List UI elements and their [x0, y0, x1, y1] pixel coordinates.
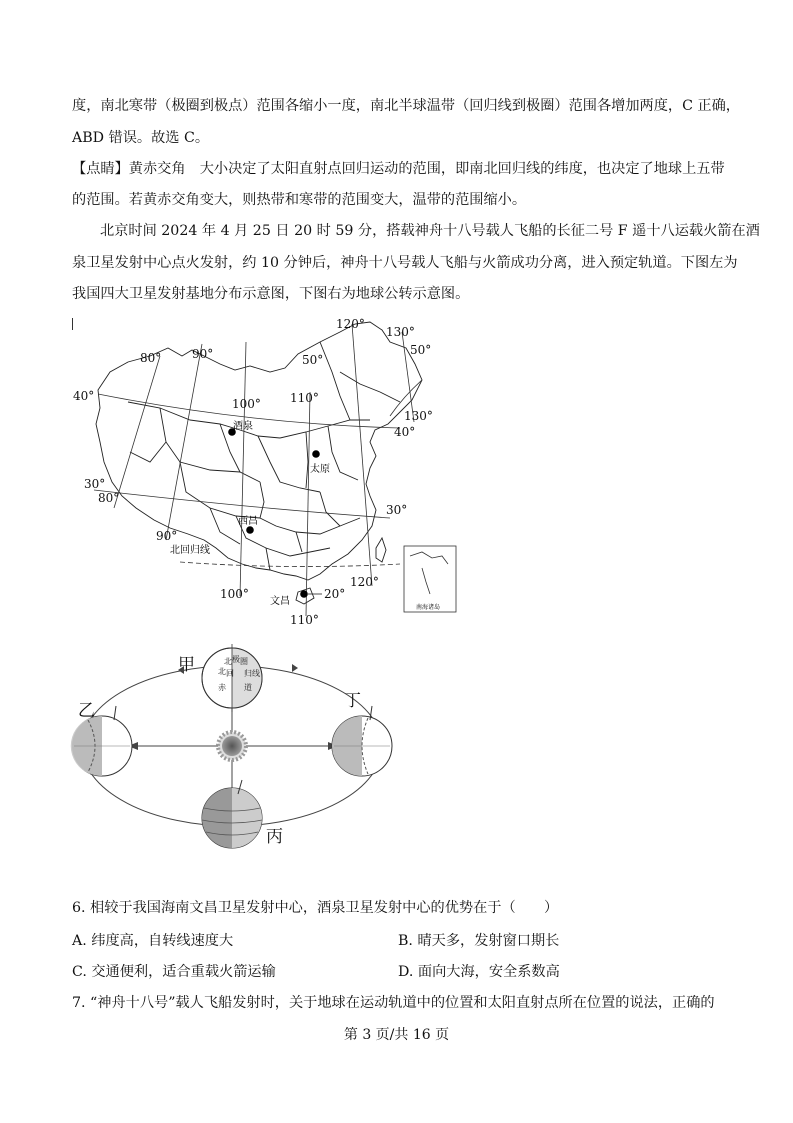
tropic-label: 北回归线: [170, 545, 210, 556]
xichang-site-marker: [246, 526, 254, 534]
lon-label: 130°: [386, 325, 415, 339]
china-launch-sites-map: [70, 312, 470, 632]
south-china-sea-inset: [404, 546, 456, 612]
lat-label: 30°: [386, 503, 408, 517]
tropic-of-cancer-line: [180, 562, 400, 567]
lon-label: 110°: [290, 391, 319, 405]
globe-text: 极: [232, 655, 240, 664]
q6-option-a[interactable]: A. 纬度高，自转线速度大: [72, 933, 234, 949]
lat-label: 20°: [324, 587, 346, 601]
q6-option-c[interactable]: C. 交通便利，适合重载火箭运输: [72, 964, 276, 980]
lon-label: 100°: [220, 587, 249, 601]
globe-jia: [202, 644, 262, 712]
lon-label: 130°: [404, 409, 433, 423]
paragraph-line-6: 泉卫星发射中心点火发射，约 10 分钟后，神舟十八号载人飞船与火箭成功分离，进入预定轨道。下图左为: [72, 255, 738, 271]
taiyuan-site-marker: [312, 450, 320, 458]
globe-text: 赤: [218, 683, 226, 692]
lon-label: 100°: [232, 397, 261, 411]
paragraph-line-3: 【点睛】黄赤交角 大小决定了太阳直射点回归运动的范围，即南北回归线的纬度，也决定了地球上五带: [72, 161, 725, 177]
lon-label: 110°: [290, 613, 319, 627]
question-7: 7. “神舟十八号”载人飞船发射时，关于地球在运动轨道中的位置和太阳直射点所在位置的说法，正确的: [72, 995, 715, 1011]
wenchang-label: 文昌: [270, 596, 290, 607]
q6-option-d[interactable]: D. 面向大海，安全系数高: [398, 964, 560, 980]
globe-text: 线: [252, 669, 260, 678]
position-label-bing: 丙: [266, 827, 283, 847]
globe-ding: [332, 706, 392, 776]
lon-label: 90°: [192, 347, 214, 361]
sun-icon: [218, 732, 246, 760]
earth-orbit-diagram: [68, 640, 408, 860]
globe-text: 北: [218, 667, 226, 676]
jiuquan-label: 酒泉: [233, 421, 253, 432]
position-label-jia: 甲: [178, 655, 195, 675]
position-label-yi: 乙: [78, 701, 95, 721]
xichang-label: 西昌: [238, 516, 258, 527]
inset-label: 南海诸岛: [416, 604, 441, 611]
taiwan-island: [376, 538, 386, 562]
taiyuan-label: 太原: [310, 464, 330, 475]
position-label-ding: 丁: [344, 691, 361, 711]
lat-label: 50°: [302, 353, 324, 367]
q6-option-b[interactable]: B. 晴天多，发射窗口期长: [398, 933, 560, 949]
paragraph-line-1: 度，南北寒带（极圈到极点）范围各缩小一度，南北半球温带（回归线到极圈）范围各增加两度，C 正确，: [72, 98, 740, 114]
lat-label: 40°: [394, 425, 416, 439]
question-6: 6. 相较于我国海南文昌卫星发射中心，酒泉卫星发射中心的优势在于（ ）: [72, 900, 559, 916]
lon-label: 80°: [140, 351, 162, 365]
wenchang-site-marker: [300, 590, 308, 598]
globe-text: 归: [244, 669, 252, 678]
paragraph-line-4: 的范围。若黄赤交角变大，则热带和寒带的范围变大，温带的范围缩小。: [72, 192, 527, 208]
paragraph-line-2: ABD 错误。故选 C。: [72, 130, 210, 146]
lon-label: 90°: [156, 529, 178, 543]
lon-label: 120°: [350, 575, 379, 589]
lat-label: 40°: [73, 389, 95, 403]
paragraph-line-5: 北京时间 2024 年 4 月 25 日 20 时 59 分，搭载神舟十八号载人飞船的长征二号 F 遥十八运载火箭在酒: [100, 223, 760, 239]
lat-label: 30°: [84, 477, 106, 491]
globe-text: 北: [224, 657, 232, 666]
lon-label: 120°: [336, 317, 365, 331]
globe-text: 回: [226, 669, 234, 678]
lon-label: 80°: [98, 491, 120, 505]
page-footer: 第 3 页/共 16 页: [343, 1027, 450, 1043]
globe-text: 圈: [240, 657, 248, 666]
paragraph-line-7: 我国四大卫星发射基地分布示意图，下图右为地球公转示意图。: [72, 286, 470, 302]
globe-text: 道: [244, 683, 252, 692]
lat-label: 50°: [410, 343, 432, 357]
globe-bing: [202, 780, 262, 848]
